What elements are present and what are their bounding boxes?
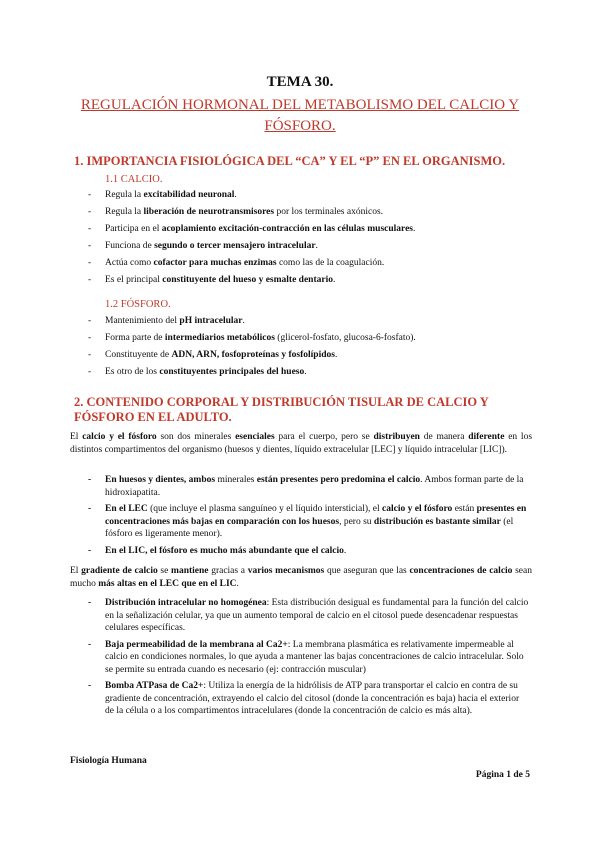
text-run: (el fósforo es ligeramente menor). [105,516,514,539]
section1-heading: 1. IMPORTANCIA FISIOLÓGICA DEL “CA” Y EL “P” EN EL ORGANISMO. [74,154,506,168]
text-run: están [452,504,477,514]
section2-list [88,474,530,561]
text-run: (glicerol-fosfato, glucosa-6-fosfato). [274,333,416,343]
list-item-text [105,224,415,234]
bold-text: liberación de neurotransmisores [143,207,275,217]
list-item-text [105,350,337,360]
list-item-text [105,241,318,251]
footer-course: Fisiología Humana [70,756,147,766]
bold-text: presentes en concentraciones más bajas en comparación con los huesos [105,504,527,527]
text-run: . [343,545,347,556]
bullet-dash-icon: - [88,504,92,514]
text-run: para el cuerpo, pero se [274,432,374,442]
bold-text: concentraciones de calcio [409,566,513,576]
section2-heading: 2. CONTENIDO CORPORAL Y DISTRIBUCIÓN TISULAR DE CALCIO Y FÓSFORO EN EL ADULTO. [74,395,489,424]
text-run: Constituyente de [105,350,172,360]
text-run: minerales [215,475,257,485]
list-item [88,239,558,256]
list-item [88,639,530,677]
bullet-dash-icon: - [88,367,92,377]
text-run: El [70,566,82,576]
text-run: . [334,350,338,360]
list-item-text [105,681,519,716]
list-item-text [105,504,526,539]
bold-text: calcio y el fósforo [82,432,157,442]
bullet-dash-icon: - [88,224,92,234]
bullet-dash-icon: - [88,681,92,691]
text-run: El [70,432,83,442]
bold-text: cofactor para muchas enzimas [153,258,277,268]
bold-text: calcio y el fósforo [382,504,453,514]
text-run: : La membrana plasmática es relativamente impermeable al calcio en condiciones normales, lo que ayuda a mantener las bajas concentraciones de calcio intracelular. Solo se permite su entrada cuando es necesario (ej: contracción muscular) [105,639,524,675]
bold-text: más altas en el LEC que en el LIC [98,578,237,589]
text-run: Regula la [105,190,144,200]
bold-text: pH intracelular [179,316,243,326]
tema-title: TEMA 30. [266,74,334,90]
list-item [88,273,558,290]
bold-text: distribuyen [373,432,420,442]
bullet-dash-icon: - [88,241,92,251]
text-run: . [304,367,307,377]
list-item-text [105,333,416,343]
text-run: se [157,566,172,576]
text-run: por los terminales axónicos. [274,207,384,217]
text-run: de manera [419,432,469,442]
list-item-text [105,258,384,268]
bold-text: diferente [468,432,505,442]
list-item-text [105,475,524,498]
bold-text: gradiente de calcio [81,566,158,576]
list-item-text [105,207,383,217]
bold-text: constituyente del hueso y esmalte dentario [162,275,333,285]
list-item [88,331,558,348]
bold-text: están presentes pero predomina el calcio [256,475,421,485]
list-item-text [105,275,335,285]
bullet-dash-icon: - [88,258,92,268]
bold-text: Bomba ATPasa de Ca2+ [105,681,204,691]
bold-text: excitabilidad neuronal [143,190,235,200]
footer-page-number: Página 1 de 5 [475,770,530,780]
list-item-text [105,640,524,675]
bullet-dash-icon: - [88,207,92,217]
bullet-dash-icon: - [88,190,92,200]
text-run: Es otro de los [105,367,160,377]
text-run: Regula la [105,207,144,217]
bullet-dash-icon: - [88,316,92,326]
text-run: que aseguran que las [324,566,410,576]
bold-text: varios mecanismos [247,566,325,576]
bold-text: acoplamiento excitación-contracción en las células musculares [161,224,413,234]
bold-text: En el LEC [105,504,148,514]
calcio-heading: 1.1 CALCIO. [105,174,163,185]
mechanisms-list [88,597,530,722]
bold-text: intermediarios metabólicos [164,333,275,343]
text-run: Forma parte de [105,333,165,343]
bold-text: ADN, ARN, fosfoproteínas y fosfolípidos [171,350,335,360]
bold-text: En el LIC, el fósforo es mucho más abundante que el calcio [105,545,344,556]
bold-text: segundo o tercer mensajero intracelular [154,241,316,251]
text-run: . [242,316,245,326]
list-item [88,222,558,239]
text-run: Actúa como [105,258,154,268]
bold-text: Baja permeabilidad de la membrana al Ca2+ [105,639,288,650]
bullet-dash-icon: - [88,598,92,608]
calcio-list [88,188,558,290]
list-item [88,256,558,273]
text-run: : Esta distribución desigual es fundamental para la función del calcio en la señalización celular, ya que un aumento temporal de calcio en el citosol puede desencadenar respuestas celulares específicas. [105,598,529,633]
bullet-dash-icon: - [88,333,92,343]
text-run: son dos minerales [156,432,236,442]
list-item [88,205,558,222]
text-run: (que incluye el plasma sanguíneo y el líquido intersticial), el [147,504,383,514]
text-run: sean mucho [70,566,532,589]
bold-text: distribución es bastante similar [373,516,501,527]
list-item-text [105,316,245,326]
gradient-paragraph [70,565,532,590]
bullet-dash-icon: - [88,275,92,285]
text-run: . Ambos forman parte de la hidroxiapatita. [105,475,524,498]
bullet-dash-icon: - [88,475,92,485]
bullet-dash-icon: - [88,639,92,650]
text-run: . [315,241,318,251]
text-run: Mantenimiento del [105,316,180,326]
list-item-text [105,367,307,377]
text-run: . [234,190,237,200]
bullet-dash-icon: - [88,350,92,360]
list-item-text [105,598,528,633]
list-item [88,680,530,718]
text-run: Participa en el [105,224,162,234]
section2-intro [70,431,532,456]
text-run: : Utiliza la energía de la hidrólisis de ATP para transportar el calcio en contra de su gradiente de concentración, extrayendo el calcio del citosol (donde la concentración es baja) hacia el exterior de la célula o a los compartimentos intracelulares (donde la concentración de calcio es más alta). [105,681,520,716]
list-item [88,545,530,558]
text-run: , pero su [339,516,374,527]
bold-text: constituyentes principales del hueso [159,367,305,377]
text-run: gracias a [208,566,248,576]
bold-text: mantiene [171,566,209,576]
text-run: . [413,224,416,234]
text-run: . [332,275,336,285]
list-item [88,503,530,541]
text-run: Es el principal [105,275,163,285]
list-item [88,597,530,635]
list-item [88,314,558,331]
bold-text: Distribución intracelular no homogénea [105,598,267,608]
text-run: . [236,578,239,589]
text-run: en los distintos compartimentos del organismo (huesos y dientes, líquido extracelular [LEC] y líquido intracelular [LIC]). [70,432,533,455]
list-item-text [105,546,346,556]
bold-text: En huesos y dientes, ambos [105,475,216,485]
list-item [88,474,530,499]
list-item [88,348,558,365]
text-run: como las de la coagulación. [276,258,385,268]
fosforo-heading: 1.2 FÓSFORO. [105,299,171,310]
list-item-text [105,190,237,200]
bold-text: esenciales [235,432,275,442]
fosforo-list [88,314,558,382]
bullet-dash-icon: - [88,545,92,556]
list-item [88,365,558,382]
list-item [88,188,558,205]
document-subtitle: REGULACIÓN HORMONAL DEL METABOLISMO DEL CALCIO Y FÓSFORO. [80,97,520,134]
text-run: Funciona de [105,241,155,251]
